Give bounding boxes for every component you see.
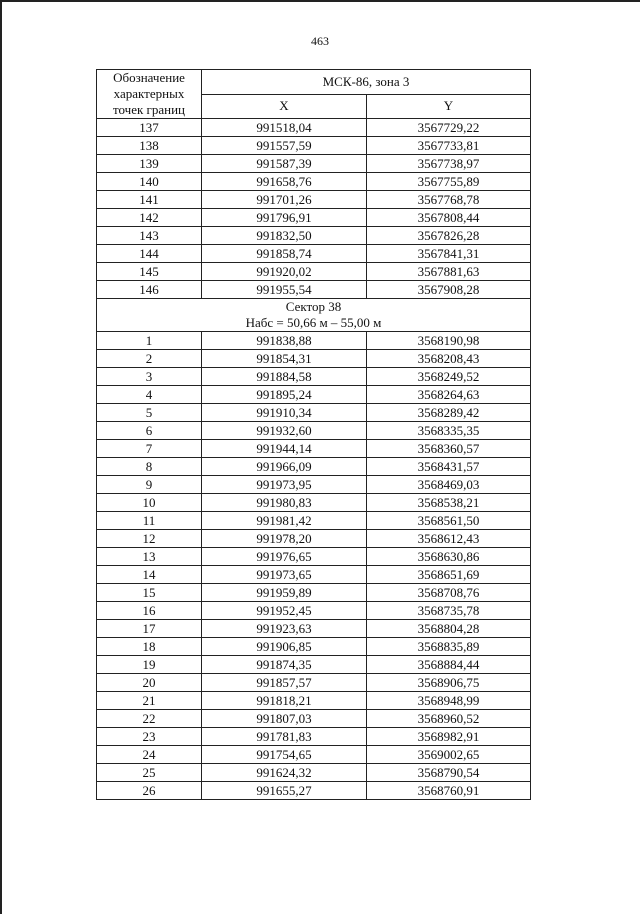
point-number-cell: 143	[97, 227, 202, 245]
point-number-cell: 24	[97, 746, 202, 764]
y-coordinate-cell: 3568960,52	[367, 710, 531, 728]
header-designation-line: характерных	[113, 86, 185, 101]
table-row	[97, 209, 531, 227]
y-coordinate-cell: 3568190,98	[367, 332, 531, 350]
x-coordinate-cell: 991818,21	[202, 692, 367, 710]
x-coordinate-cell: 991796,91	[202, 209, 367, 227]
point-number-cell: 10	[97, 494, 202, 512]
header-designation	[97, 70, 202, 119]
x-coordinate-cell: 991910,34	[202, 404, 367, 422]
y-coordinate-cell: 3567755,89	[367, 173, 531, 191]
x-coordinate-cell: 991920,02	[202, 263, 367, 281]
x-coordinate-cell: 991884,58	[202, 368, 367, 386]
x-coordinate-cell: 991978,20	[202, 530, 367, 548]
x-coordinate-cell: 991906,85	[202, 638, 367, 656]
table-row	[97, 530, 531, 548]
point-number-cell: 23	[97, 728, 202, 746]
page-number: 463	[311, 34, 329, 48]
y-coordinate-cell: 3568612,43	[367, 530, 531, 548]
y-coordinate-cell: 3568708,76	[367, 584, 531, 602]
point-number-cell: 144	[97, 245, 202, 263]
table-row	[97, 782, 531, 800]
table-row	[97, 746, 531, 764]
y-coordinate-cell: 3568431,57	[367, 458, 531, 476]
x-coordinate-cell: 991781,83	[202, 728, 367, 746]
point-number-cell: 8	[97, 458, 202, 476]
point-number-cell: 11	[97, 512, 202, 530]
x-coordinate-cell: 991587,39	[202, 155, 367, 173]
y-coordinate-cell: 3568651,69	[367, 566, 531, 584]
point-number-cell: 21	[97, 692, 202, 710]
point-number-cell: 4	[97, 386, 202, 404]
x-coordinate-cell: 991976,65	[202, 548, 367, 566]
point-number-cell: 25	[97, 764, 202, 782]
table-row	[97, 584, 531, 602]
point-number-cell: 145	[97, 263, 202, 281]
header-x: X	[202, 94, 367, 119]
point-number-cell: 9	[97, 476, 202, 494]
sector-title: Сектор 38	[285, 299, 342, 314]
y-coordinate-cell: 3568804,28	[367, 620, 531, 638]
x-coordinate-cell: 991959,89	[202, 584, 367, 602]
y-coordinate-cell: 3568264,63	[367, 386, 531, 404]
y-coordinate-cell: 3567908,28	[367, 281, 531, 299]
rows-after-sector	[97, 332, 531, 800]
y-coordinate-cell: 3568906,75	[367, 674, 531, 692]
table-row	[97, 281, 531, 299]
coordinates-table	[96, 69, 531, 800]
table-row	[97, 119, 531, 137]
table-row	[97, 440, 531, 458]
y-coordinate-cell: 3568360,57	[367, 440, 531, 458]
point-number-cell: 18	[97, 638, 202, 656]
x-coordinate-cell: 991944,14	[202, 440, 367, 458]
x-coordinate-cell: 991895,24	[202, 386, 367, 404]
table-row	[97, 173, 531, 191]
x-coordinate-cell: 991838,88	[202, 332, 367, 350]
table-row	[97, 137, 531, 155]
y-coordinate-cell: 3568835,89	[367, 638, 531, 656]
y-coordinate-cell: 3567841,31	[367, 245, 531, 263]
point-number-cell: 1	[97, 332, 202, 350]
table-row	[97, 566, 531, 584]
table-row	[97, 332, 531, 350]
point-number-cell: 3	[97, 368, 202, 386]
point-number-cell: 16	[97, 602, 202, 620]
table-row	[97, 764, 531, 782]
table-row	[97, 155, 531, 173]
y-coordinate-cell: 3568630,86	[367, 548, 531, 566]
y-coordinate-cell: 3568538,21	[367, 494, 531, 512]
y-coordinate-cell: 3568982,91	[367, 728, 531, 746]
table-row	[97, 350, 531, 368]
x-coordinate-cell: 991981,42	[202, 512, 367, 530]
point-number-cell: 22	[97, 710, 202, 728]
x-coordinate-cell: 991874,35	[202, 656, 367, 674]
sector-height-range: Нaбс = 50,66 м – 55,00 м	[245, 315, 382, 330]
point-number-cell: 146	[97, 281, 202, 299]
x-coordinate-cell: 991624,32	[202, 764, 367, 782]
header-coordinate-system: МСК-86, зона 3	[202, 70, 531, 95]
y-coordinate-cell: 3568469,03	[367, 476, 531, 494]
x-coordinate-cell: 991518,04	[202, 119, 367, 137]
point-number-cell: 6	[97, 422, 202, 440]
y-coordinate-cell: 3567738,97	[367, 155, 531, 173]
point-number-cell: 17	[97, 620, 202, 638]
table-row	[97, 602, 531, 620]
x-coordinate-cell: 991966,09	[202, 458, 367, 476]
point-number-cell: 19	[97, 656, 202, 674]
header-designation-line: Обозначение	[113, 70, 185, 85]
point-number-cell: 142	[97, 209, 202, 227]
y-coordinate-cell: 3567808,44	[367, 209, 531, 227]
table-row	[97, 191, 531, 209]
point-number-cell: 26	[97, 782, 202, 800]
y-coordinate-cell: 3568289,42	[367, 404, 531, 422]
y-coordinate-cell: 3569002,65	[367, 746, 531, 764]
x-coordinate-cell: 991857,57	[202, 674, 367, 692]
y-coordinate-cell: 3568760,91	[367, 782, 531, 800]
table-row	[97, 638, 531, 656]
y-coordinate-cell: 3567768,78	[367, 191, 531, 209]
x-coordinate-cell: 991807,03	[202, 710, 367, 728]
point-number-cell: 13	[97, 548, 202, 566]
x-coordinate-cell: 991754,65	[202, 746, 367, 764]
table-row	[97, 386, 531, 404]
rows-before-sector	[97, 119, 531, 299]
y-coordinate-cell: 3567729,22	[367, 119, 531, 137]
table-row	[97, 710, 531, 728]
header-designation-line: точек границ	[112, 102, 186, 117]
table-row	[97, 548, 531, 566]
table-row	[97, 227, 531, 245]
x-coordinate-cell: 991980,83	[202, 494, 367, 512]
table-row	[97, 620, 531, 638]
point-number-cell: 20	[97, 674, 202, 692]
table-row	[97, 674, 531, 692]
sector-section	[97, 299, 531, 332]
table-row	[97, 404, 531, 422]
point-number-cell: 14	[97, 566, 202, 584]
table-row	[97, 476, 531, 494]
point-number-cell: 12	[97, 530, 202, 548]
table-row	[97, 692, 531, 710]
x-coordinate-cell: 991701,26	[202, 191, 367, 209]
x-coordinate-cell: 991932,60	[202, 422, 367, 440]
table-row	[97, 656, 531, 674]
y-coordinate-cell: 3568335,35	[367, 422, 531, 440]
y-coordinate-cell: 3568208,43	[367, 350, 531, 368]
y-coordinate-cell: 3568561,50	[367, 512, 531, 530]
y-coordinate-cell: 3568249,52	[367, 368, 531, 386]
table-row	[97, 494, 531, 512]
x-coordinate-cell: 991955,54	[202, 281, 367, 299]
point-number-cell: 15	[97, 584, 202, 602]
x-coordinate-cell: 991973,95	[202, 476, 367, 494]
y-coordinate-cell: 3567881,63	[367, 263, 531, 281]
table-row	[97, 368, 531, 386]
x-coordinate-cell: 991658,76	[202, 173, 367, 191]
point-number-cell: 141	[97, 191, 202, 209]
x-coordinate-cell: 991655,27	[202, 782, 367, 800]
x-coordinate-cell: 991952,45	[202, 602, 367, 620]
point-number-cell: 140	[97, 173, 202, 191]
y-coordinate-cell: 3567826,28	[367, 227, 531, 245]
point-number-cell: 137	[97, 119, 202, 137]
point-number-cell: 2	[97, 350, 202, 368]
y-coordinate-cell: 3568948,99	[367, 692, 531, 710]
point-number-cell: 139	[97, 155, 202, 173]
header-y: Y	[367, 94, 531, 119]
table-row	[97, 245, 531, 263]
x-coordinate-cell: 991923,63	[202, 620, 367, 638]
point-number-cell: 5	[97, 404, 202, 422]
table-row	[97, 728, 531, 746]
point-number-cell: 138	[97, 137, 202, 155]
y-coordinate-cell: 3567733,81	[367, 137, 531, 155]
x-coordinate-cell: 991854,31	[202, 350, 367, 368]
x-coordinate-cell: 991858,74	[202, 245, 367, 263]
point-number-cell: 7	[97, 440, 202, 458]
x-coordinate-cell: 991973,65	[202, 566, 367, 584]
table-row	[97, 422, 531, 440]
table-row	[97, 263, 531, 281]
table-row	[97, 512, 531, 530]
y-coordinate-cell: 3568735,78	[367, 602, 531, 620]
x-coordinate-cell: 991557,59	[202, 137, 367, 155]
y-coordinate-cell: 3568884,44	[367, 656, 531, 674]
sector-header	[97, 299, 531, 332]
y-coordinate-cell: 3568790,54	[367, 764, 531, 782]
x-coordinate-cell: 991832,50	[202, 227, 367, 245]
table-row	[97, 458, 531, 476]
